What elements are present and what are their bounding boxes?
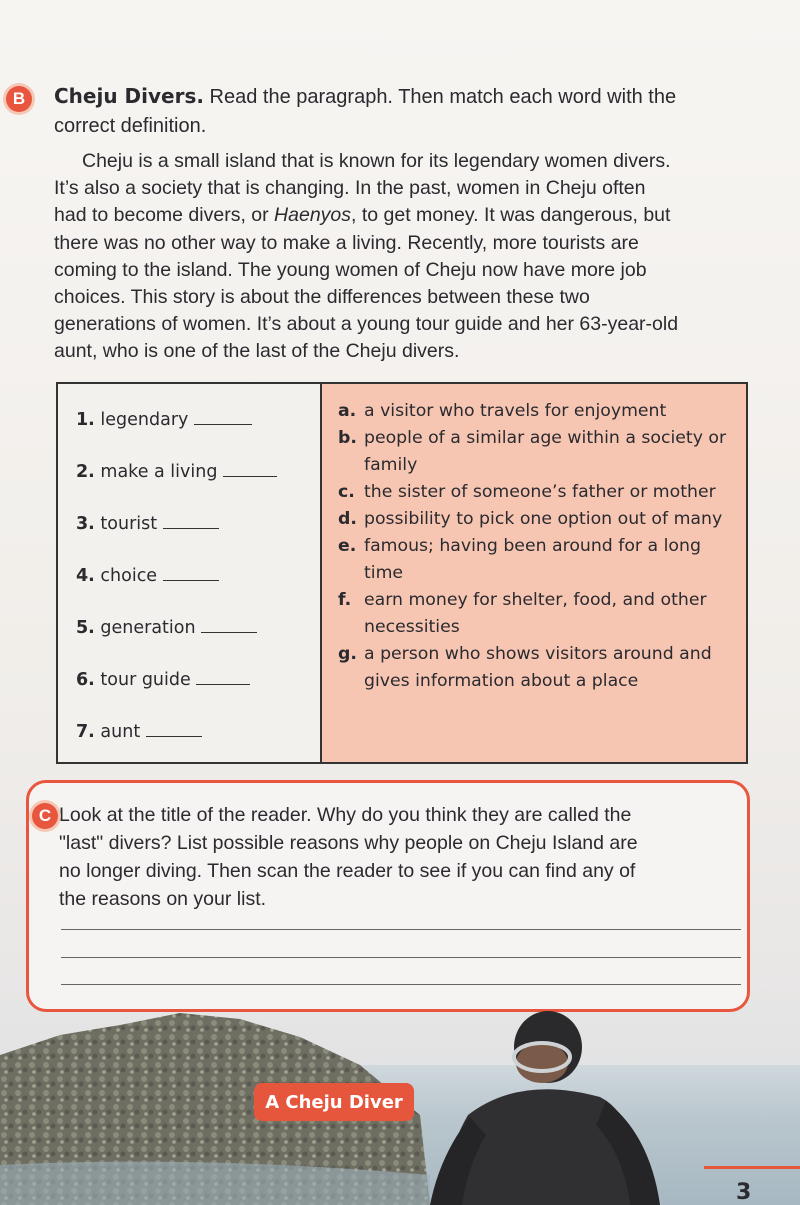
definition-text: a person who shows visitors around and gives information about a place (364, 644, 712, 691)
haenyos-term: Haenyos (274, 204, 352, 227)
prompt-line: "last" divers? List possible reasons why people on Cheju Island are (59, 832, 638, 854)
answer-blank[interactable] (196, 668, 250, 685)
section-c-badge: C (32, 803, 58, 829)
definition-d (338, 506, 738, 533)
writing-line[interactable] (61, 984, 741, 985)
answer-blank[interactable] (223, 460, 277, 477)
word-item-1 (76, 408, 252, 430)
paragraph-line (54, 202, 766, 229)
section-b-badge: B (6, 86, 32, 112)
paragraph-line-3-end: , to get money. It was dangerous, but (351, 204, 671, 227)
definition-text: possibility to pick one option out of many (364, 509, 723, 529)
definition-letter: f. (338, 590, 352, 610)
section-c-prompt (59, 801, 739, 913)
section-b-instructions (54, 82, 754, 141)
paragraph-line: there was no other way to make a living. Recently, more tourists are (54, 231, 639, 254)
definition-text: earn money for shelter, food, and other necessities (364, 590, 707, 637)
definition-f (338, 587, 738, 641)
answer-blank[interactable] (146, 720, 202, 737)
paragraph-line-3-start: had to become divers, or (54, 204, 275, 227)
prompt-line: Look at the title of the reader. Why do you think they are called the (59, 804, 632, 826)
word-number: 3. (76, 514, 95, 534)
section-b-title: Cheju Divers. (54, 84, 204, 108)
word-item-7 (76, 720, 202, 742)
paragraph-line: It’s also a society that is changing. In the past, women in Cheju often (54, 177, 646, 200)
word-number: 1. (76, 410, 95, 430)
writing-line[interactable] (61, 957, 741, 958)
definition-b (338, 425, 738, 479)
word-label: tour guide (100, 670, 191, 690)
definition-letter: c. (338, 482, 355, 502)
word-number: 7. (76, 722, 95, 742)
prompt-line: no longer diving. Then scan the reader to see if you can find any of (59, 860, 636, 882)
definition-list (338, 398, 738, 695)
word-label: make a living (100, 462, 218, 482)
photo-caption: A Cheju Diver (254, 1083, 414, 1121)
prompt-line: the reasons on your list. (59, 888, 267, 910)
word-label: generation (100, 618, 196, 638)
word-label: aunt (100, 722, 141, 742)
section-c-box (26, 780, 750, 1012)
definition-column (322, 384, 746, 762)
word-item-6 (76, 668, 250, 690)
definition-letter: e. (338, 536, 357, 556)
word-item-3 (76, 512, 219, 534)
diver-face (516, 1043, 568, 1083)
matching-table (56, 382, 748, 764)
definition-e (338, 533, 738, 587)
paragraph-line: aunt, who is one of the last of the Cheju divers. (54, 340, 460, 363)
word-number: 4. (76, 566, 95, 586)
word-label: choice (100, 566, 158, 586)
paragraph-line: Cheju is a small island that is known for its legendary women divers. (82, 150, 671, 172)
word-column (58, 384, 322, 762)
definition-text: the sister of someone’s father or mother (364, 482, 716, 502)
page-number: 3 (736, 1180, 752, 1205)
word-number: 5. (76, 618, 95, 638)
answer-blank[interactable] (163, 564, 219, 581)
paragraph-line: coming to the island. The young women of Cheju now have more job (54, 258, 647, 281)
definition-text: people of a similar age within a society or family (364, 428, 727, 475)
definition-g (338, 641, 738, 695)
instruction-line-1: Read the paragraph. Then match each word with the (203, 86, 677, 108)
word-item-2 (76, 460, 277, 482)
definition-letter: d. (338, 509, 357, 529)
word-item-4 (76, 564, 219, 586)
definition-text: famous; having been around for a long time (364, 536, 701, 583)
word-number: 6. (76, 670, 95, 690)
answer-blank[interactable] (163, 512, 219, 529)
definition-letter: a. (338, 401, 357, 421)
writing-line[interactable] (61, 929, 741, 930)
definition-letter: g. (338, 644, 357, 664)
word-number: 2. (76, 462, 95, 482)
word-label: tourist (100, 514, 158, 534)
definition-text: a visitor who travels for enjoyment (364, 401, 667, 421)
definition-c (338, 479, 738, 506)
paragraph-line: choices. This story is about the differences between these two (54, 286, 590, 309)
answer-blank[interactable] (201, 616, 257, 633)
word-label: legendary (100, 410, 189, 430)
word-item-5 (76, 616, 257, 638)
reading-paragraph (54, 148, 766, 366)
definition-letter: b. (338, 428, 357, 448)
footer-rule (704, 1166, 800, 1169)
paragraph-line: generations of women. It’s about a young tour guide and her 63-year-old (54, 313, 679, 336)
instruction-line-2: correct definition. (54, 115, 207, 137)
answer-blank[interactable] (194, 408, 252, 425)
definition-a (338, 398, 738, 425)
